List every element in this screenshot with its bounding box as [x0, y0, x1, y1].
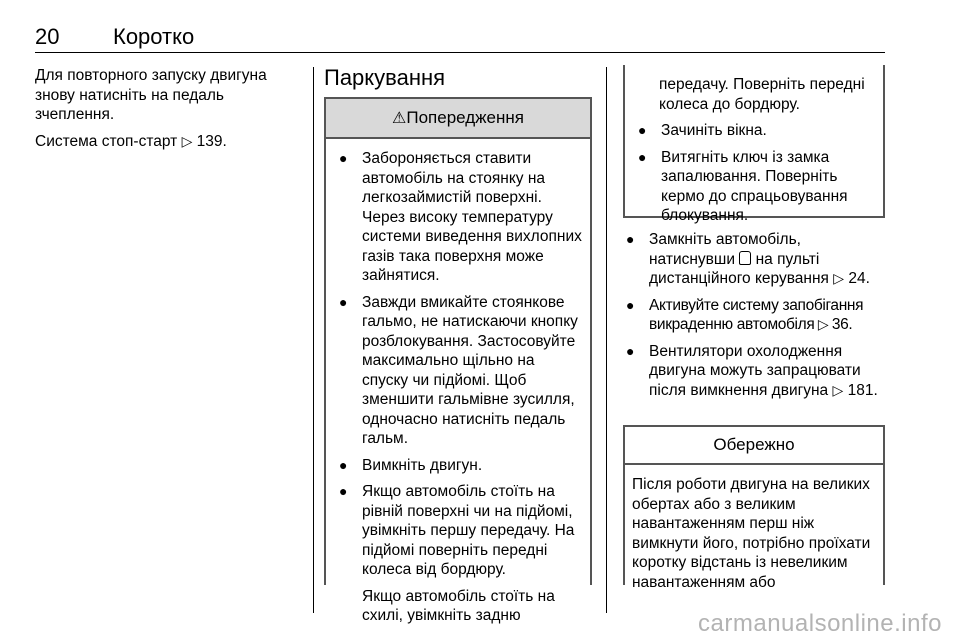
stop-start-page: 139.	[196, 132, 227, 150]
list-item: ● Якщо автомобіль стоїть на рівній поверхні чи на підйомі, увімкніть першу передачу. На підйомі поверніть передні колеса від бордюру. Якщо автомобіль стоїть на схилі, увімкніть задню	[336, 482, 584, 626]
left-column	[35, 66, 303, 158]
reference-arrow-icon: ▷	[833, 270, 845, 286]
bullet-icon: ●	[626, 342, 635, 359]
column-divider-1	[313, 67, 314, 613]
bullet-icon: ●	[638, 122, 647, 138]
list-item: ● Забороняється ставити автомобіль на стоянку на легкозаймистій поверхні. Через високу температуру системи виведення вихлопних газів така поверхня може зайнятися.	[339, 150, 582, 284]
bullet-icon: ●	[626, 231, 635, 247]
list-item-subparagraph: Якщо автомобіль стоїть на схилі, увімкніть задню	[362, 587, 555, 624]
watermark: carmanualsonline.info	[698, 610, 942, 637]
warning-box-continuation	[623, 65, 885, 224]
stop-start-text: Система стоп-старт	[35, 132, 178, 150]
lock-icon	[739, 251, 751, 265]
bullet-icon: ●	[339, 150, 348, 166]
list-item: ● Завжди вмикайте стоянкове гальмо, не натискаючи кнопку розблокування. Застосовуйте максимально щільно на спуску чи підйомі. Щоб зменшити гальмівне зусилля, одночасно натисніть педаль гальм.	[339, 293, 578, 447]
parking-steps-list	[623, 230, 891, 407]
reference-arrow-icon: ▷	[181, 132, 193, 149]
warning-triangle-icon: ⚠	[392, 110, 407, 127]
reference-arrow-icon: ▷	[832, 381, 844, 398]
list-item: ● Активуйте систему запобігання викраденню автомобіля ▷ 36.	[626, 296, 864, 333]
bullet-icon: ●	[339, 456, 348, 473]
restart-paragraph: Для повторного запуску двигуна знову натисніть на педаль зчеплення.	[35, 67, 267, 123]
continuation-list	[625, 121, 883, 226]
reference-arrow-icon: ▷	[814, 316, 832, 332]
anti-theft-page: 36.	[831, 316, 853, 333]
caution-box	[623, 425, 885, 591]
bullet-icon: ●	[339, 293, 348, 310]
bullet-icon: ●	[339, 483, 348, 499]
chapter-title: Коротко	[113, 24, 195, 49]
bullet-icon: ●	[626, 296, 635, 313]
page-number: 20	[35, 24, 60, 49]
warning-list	[326, 139, 590, 626]
header-divider	[35, 52, 885, 53]
warning-header	[326, 99, 590, 139]
warning-title: Попередження	[406, 108, 524, 127]
bullet-icon: ●	[638, 148, 647, 165]
warning-box	[324, 97, 592, 624]
list-item: ● Вимкніть двигун.	[339, 456, 483, 474]
list-item: ● Вентилятори охолодження двигуна можуть запрацювати після вимкнення двигуна ▷ 181.	[626, 342, 878, 399]
caution-title: Обережно	[625, 427, 883, 465]
section-title: Паркування	[324, 65, 446, 90]
continuation-lead: передачу. Поверніть передні колеса до бордюру.	[659, 76, 865, 113]
stop-start-reference	[35, 132, 303, 152]
list-item: ● Витягніть ключ із замка запалювання. Поверніть кермо до спрацьовування блокування.	[638, 148, 848, 224]
list-item: ● Зачиніть вікна.	[638, 122, 767, 139]
caution-text: Після роботи двигуна на великих обертах або з великим навантаженням перш ніж вимкнути його, потрібно проїхати коротку відстань із невеликим навантаженням або	[632, 476, 871, 591]
column-divider-2	[606, 67, 607, 613]
list-item: ● Замкніть автомобіль, натиснувши на пульті дистанційного керування ▷ 24.	[626, 231, 870, 287]
